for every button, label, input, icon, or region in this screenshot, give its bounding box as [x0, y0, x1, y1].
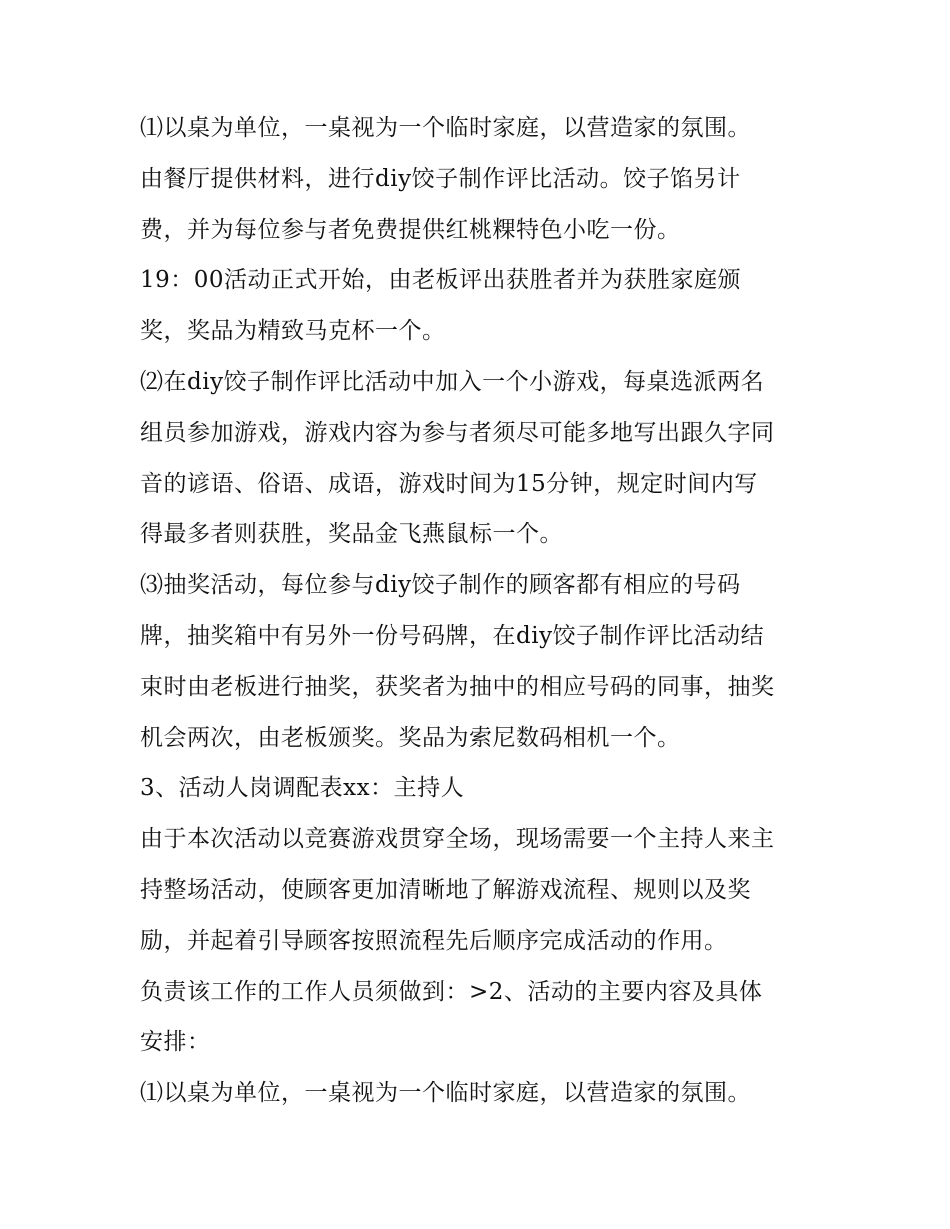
text-line: 励，并起着引导顾客按照流程先后顺序完成活动的作用。: [140, 927, 728, 954]
text-line: 束时由老板进行抽奖，获奖者为抽中的相应号码的同事，抽奖: [140, 673, 775, 700]
text-line: 牌，抽奖箱中有另外一份号码牌，在diy饺子制作评比活动结: [140, 622, 765, 649]
text-line: 19：00活动正式开始，由老板评出获胜者并为获胜家庭颁: [140, 267, 742, 294]
text-line: ⑴以桌为单位，一桌视为一个临时家庭，以营造家的氛围。: [140, 115, 751, 141]
text-line: 费，并为每位参与者免费提供红桃粿特色小吃一份。: [140, 216, 681, 243]
text-line: 奖，奖品为精致马克杯一个。: [140, 318, 446, 345]
text-line: 持整场活动，使顾客更加清晰地了解游戏流程、规则以及奖: [140, 876, 751, 903]
text-line: 3、活动人岗调配表xx：主持人: [140, 775, 465, 802]
text-line: ⑶抽奖活动，每位参与diy饺子制作的顾客都有相应的号码: [140, 572, 741, 599]
text-line: 得最多者则获胜，奖品金飞燕鼠标一个。: [140, 521, 563, 548]
text-line: ⑴以桌为单位，一桌视为一个临时家庭，以营造家的氛围。: [140, 1080, 751, 1107]
text-line: 安排：: [140, 1029, 211, 1056]
text-line: 负责该工作的工作人员须做到：>2、活动的主要内容及具体: [140, 978, 763, 1005]
text-line: 由餐厅提供材料，进行diy饺子制作评比活动。饺子馅另计: [140, 165, 741, 192]
text-line: 音的谚语、俗语、成语，游戏时间为15分钟，规定时间内写: [140, 470, 758, 497]
text-line: ⑵在diy饺子制作评比活动中加入一个小游戏，每桌选派两名: [140, 368, 765, 395]
text-line: 机会两次，由老板颁奖。奖品为索尼数码相机一个。: [140, 724, 681, 751]
text-line: 由于本次活动以竞赛游戏贯穿全场，现场需要一个主持人来主: [140, 826, 775, 853]
document-body: [140, 103, 830, 1119]
text-line: 组员参加游戏，游戏内容为参与者须尽可能多地写出跟久字同: [140, 419, 775, 446]
